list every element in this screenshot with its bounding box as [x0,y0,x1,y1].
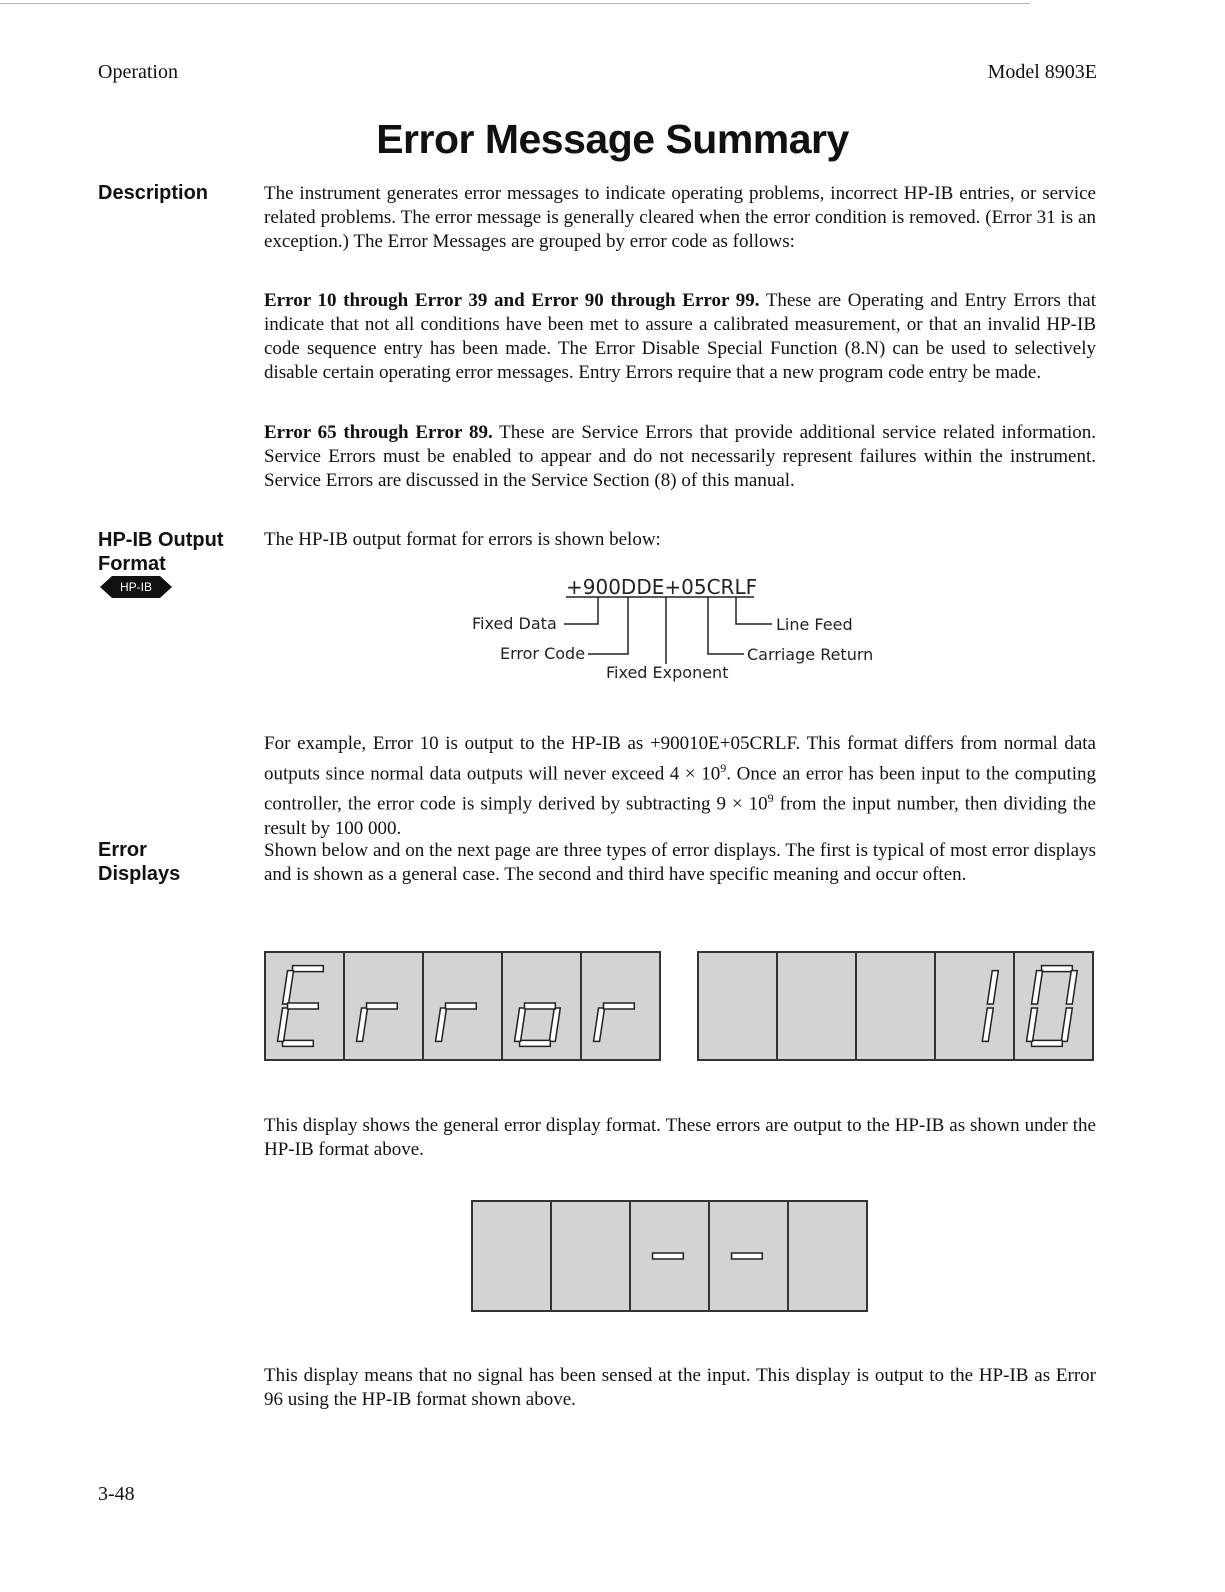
segment-d [1032,1040,1063,1046]
hpib-output-heading-line1: HP-IB Output [98,529,224,551]
segment-a [293,966,324,972]
segment-g [604,1003,635,1009]
segment-d [520,1040,551,1046]
hpib-badge-label: HP-IB [119,580,152,594]
hpib-output-intro: The HP-IB output format for errors is shown below: [264,529,661,550]
example-text-2: . Once an error has been input to the computing controller, the error code is simply derived by subtracting 9 × 10 [264,763,1096,815]
example-text-3: from the input number, then dividing the result by 100 000. [264,793,1096,839]
fixed-data-label: Fixed Data [472,614,557,633]
hpib-format-diagram [460,568,900,688]
format-string: +900DDE+05CRLF [566,575,758,599]
format-bracket-lines [564,597,772,664]
segment-g [525,1003,556,1009]
segment-d [283,1040,314,1046]
top-rule [0,3,1030,4]
description-heading: Description [98,182,209,204]
example-text-1: For example, Error 10 is output to the HP-IB as +90010E+05CRLF. This format differs from normal data outputs since normal data outputs will never exceed 4 × 10 [264,733,1096,785]
operating-errors-heading: Error 10 through Error 39 and Error 90 through Error 99. [264,290,760,311]
segment-g [288,1003,319,1009]
model-header: Model 8903E [987,61,1097,83]
hpib-output-heading [98,528,224,576]
hpib-badge [100,576,172,598]
carriage-return-label: Carriage Return [747,645,874,664]
example-exponent-2: 9 [767,791,774,806]
error-displays-heading [98,838,180,886]
section-header: Operation [98,61,178,83]
operating-errors-text: These are Operating and Entry Errors that indicate that not all conditions have been met to assure a calibrated measurement, or that an invalid HP-IB code sequence entry has been made. The Error Disable Special Function (8.N) can be used to selectively disable certain operating error messages. Entry Errors require that a new program code entry be made. [264,290,1096,383]
line-feed-label: Line Feed [776,615,853,634]
no-signal-display [471,1200,868,1312]
digit-cell [732,1253,763,1259]
error-displays-heading-line1: Error [98,839,147,861]
segment-g [446,1003,477,1009]
segment-g [367,1003,398,1009]
error-code-label: Error Code [500,644,586,663]
error-display-left [264,951,661,1061]
page-title: Error Message Summary [376,116,849,162]
service-errors-text: These are Service Errors that provide additional service related information. Service Errors must be enabled to appear and do not necessarily represent failures within the instrument. Service Errors are discussed in the Service Section (8) of this manual. [264,422,1096,491]
error-display-right [697,951,1094,1061]
digit-cell [653,1253,684,1259]
seven-segment-display [471,1200,868,1312]
operating-errors-paragraph [264,289,1096,385]
display1-caption: This display shows the general error display format. These errors are output to the HP-IB as shown under the HP-IB format above. [264,1115,1096,1160]
page-number: 3-48 [98,1483,135,1505]
segment-a [1042,966,1073,972]
service-errors-heading: Error 65 through Error 89. [264,422,493,443]
segment-g [732,1253,763,1259]
service-errors-paragraph [264,421,1096,493]
description-intro: The instrument generates error messages to indicate operating problems, incorrect HP-IB entries, or service related problems. The error message is generally cleared when the error condition is removed. (Error 31 is an exception.) The Error Messages are grouped by error code as follows: [264,183,1096,252]
error-displays-intro: Shown below and on the next page are three types of error displays. The first is typical of most error displays and is shown as a general case. The second and third have specific meaning and occur often. [264,840,1096,885]
example-exponent-1: 9 [720,761,727,775]
seven-segment-display [264,951,661,1061]
segment-g [653,1253,684,1259]
hpib-output-heading-line2: Format [98,553,166,575]
hpib-example-paragraph [264,732,1096,841]
seven-segment-display [697,951,1094,1061]
fixed-exponent-label: Fixed Exponent [606,663,729,682]
error-displays-heading-line2: Displays [98,863,181,885]
display2-caption: This display means that no signal has been sensed at the input. This display is output to the HP-IB as Error 96 using the HP-IB format shown above. [264,1365,1096,1410]
